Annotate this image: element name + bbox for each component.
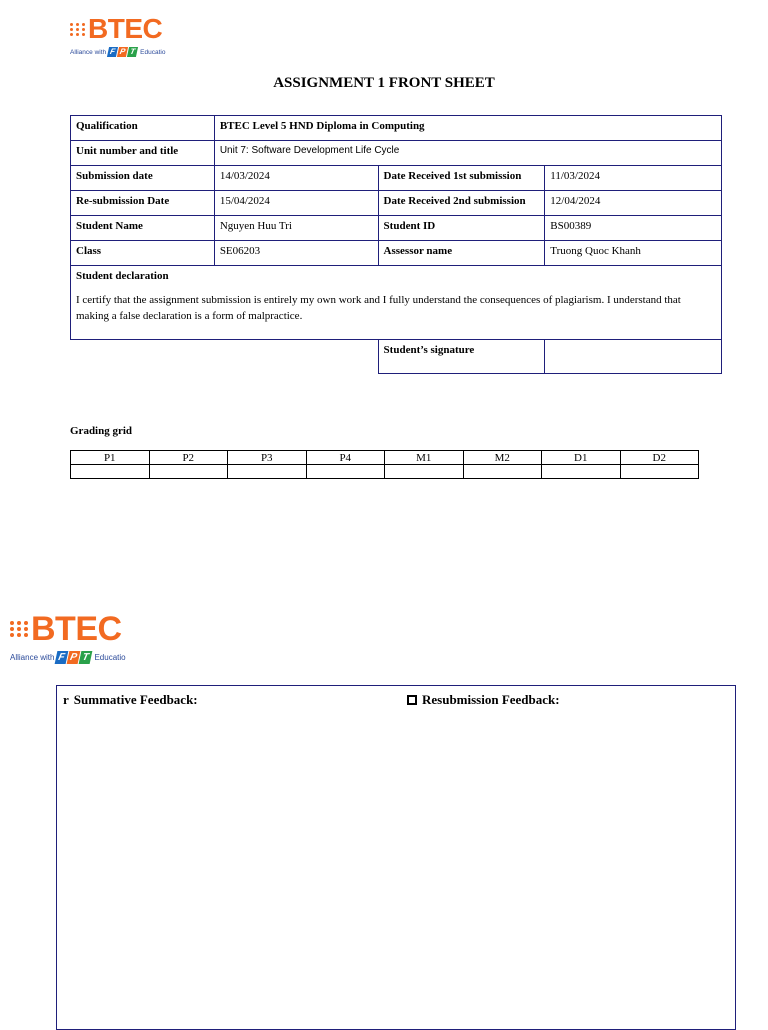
submission-date-label: Submission date <box>71 166 215 191</box>
received-2nd-label: Date Received 2nd submission <box>378 191 545 216</box>
logo-wordmark: BTEC <box>31 610 122 648</box>
student-declaration <box>71 266 722 340</box>
submission-date-value: 14/03/2024 <box>214 166 378 191</box>
grade-header-m1: M1 <box>385 451 464 465</box>
student-id-value: BS00389 <box>545 216 722 241</box>
feedback-box <box>56 685 736 1030</box>
table-row <box>71 241 722 266</box>
page-title: ASSIGNMENT 1 FRONT SHEET <box>273 75 495 91</box>
logo-dots-icon <box>10 621 29 637</box>
alliance-text: Alliance with <box>10 653 55 662</box>
resubmission-feedback-label: Resubmission Feedback: <box>422 692 560 707</box>
logo-tagline <box>10 651 126 664</box>
grade-cell[interactable] <box>385 465 464 479</box>
summative-feedback-header <box>63 692 198 708</box>
grade-cell[interactable] <box>463 465 542 479</box>
qualification-label: Qualification <box>71 116 215 141</box>
unit-value: Unit 7: Software Development Life Cycle <box>214 141 721 166</box>
assessor-label: Assessor name <box>378 241 545 266</box>
table-row <box>71 191 722 216</box>
grade-header-d1: D1 <box>542 451 621 465</box>
grade-cell[interactable] <box>149 465 228 479</box>
btec-logo <box>70 15 165 57</box>
grade-header-p2: P2 <box>149 451 228 465</box>
table-row <box>71 216 722 241</box>
declaration-title: Student declaration <box>76 270 169 282</box>
grade-cell[interactable] <box>542 465 621 479</box>
fpt-logo-icon: F P T <box>56 651 92 664</box>
btec-logo <box>10 612 126 664</box>
signature-label: Student’s signature <box>378 340 545 374</box>
received-1st-value: 11/03/2024 <box>545 166 722 191</box>
declaration-text: I certify that the assignment submission is entirely my own work and I fully understand the consequences of plagiarism. I understand that making a false declaration is a form of malpractice. <box>76 294 681 322</box>
summative-mark: r <box>63 692 69 707</box>
grade-cell[interactable] <box>306 465 385 479</box>
checkbox-icon[interactable] <box>407 695 417 705</box>
logo-wordmark: BTEC <box>88 13 163 44</box>
assessor-value: Truong Quoc Khanh <box>545 241 722 266</box>
grade-header-p4: P4 <box>306 451 385 465</box>
summative-feedback-label: Summative Feedback: <box>73 692 198 707</box>
grade-header-p1: P1 <box>71 451 150 465</box>
student-name-label: Student Name <box>71 216 215 241</box>
table-row <box>71 141 722 166</box>
class-value: SE06203 <box>214 241 378 266</box>
alliance-text: Alliance with <box>70 48 107 56</box>
grade-cell[interactable] <box>620 465 699 479</box>
education-text: Educatio <box>94 653 126 662</box>
table-row <box>71 340 722 374</box>
signature-field[interactable] <box>545 340 722 374</box>
class-label: Class <box>71 241 215 266</box>
grading-grid-title: Grading grid <box>70 425 133 437</box>
front-sheet-table <box>70 115 722 374</box>
grade-header-p3: P3 <box>228 451 307 465</box>
table-row <box>71 451 699 465</box>
resubmission-date-label: Re-submission Date <box>71 191 215 216</box>
grade-header-d2: D2 <box>620 451 699 465</box>
grade-cell[interactable] <box>71 465 150 479</box>
fpt-logo-icon: F P T <box>108 47 138 57</box>
table-row <box>71 465 699 479</box>
education-text: Educatio <box>140 48 166 56</box>
table-row <box>71 116 722 141</box>
qualification-value: BTEC Level 5 HND Diploma in Computing <box>214 116 721 141</box>
table-row <box>71 166 722 191</box>
unit-label: Unit number and title <box>71 141 215 166</box>
grading-grid <box>70 450 699 479</box>
logo-dots-icon <box>70 23 86 36</box>
received-2nd-value: 12/04/2024 <box>545 191 722 216</box>
student-id-label: Student ID <box>378 216 545 241</box>
resubmission-feedback-header <box>407 692 560 708</box>
resubmission-date-value: 15/04/2024 <box>214 191 378 216</box>
logo-tagline <box>70 47 165 57</box>
received-1st-label: Date Received 1st submission <box>378 166 545 191</box>
grade-header-m2: M2 <box>463 451 542 465</box>
student-name-value: Nguyen Huu Tri <box>214 216 378 241</box>
grade-cell[interactable] <box>228 465 307 479</box>
table-row <box>71 266 722 340</box>
